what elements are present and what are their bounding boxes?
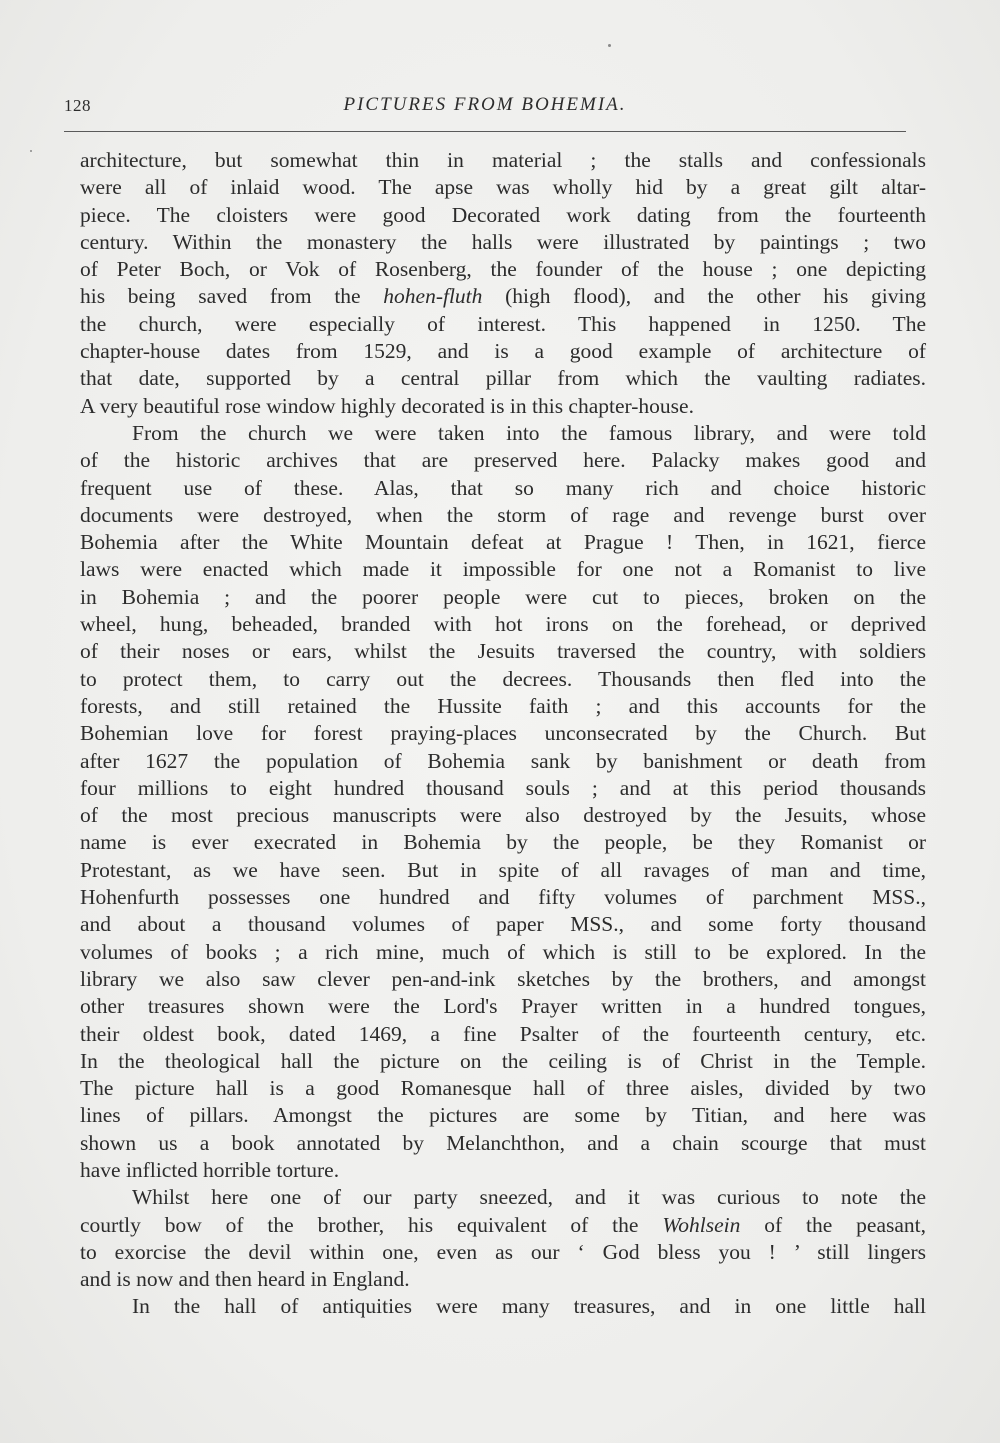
text-line: chapter-house dates from 1529, and is a good example of architecture of (80, 339, 926, 364)
text-line: the church, were especially of interest. This happened in 1250. The (80, 311, 926, 336)
text-line: documents were destroyed, when the storm of rage and revenge burst over (80, 502, 926, 527)
text-line: their oldest book, dated 1469, a fine Psalter of the fourteenth century, etc. (80, 1021, 926, 1046)
text-line: that date, supported by a central pillar from which the vaulting radiates. (80, 366, 926, 391)
text-line: were all of inlaid wood. The apse was wholly hid by a great gilt altar- (80, 175, 926, 200)
header-rule (64, 131, 906, 132)
text-line: of the most precious manuscripts were also destroyed by the Jesuits, whose (80, 803, 926, 828)
text-line: wheel, hung, beheaded, branded with hot irons on the forehead, or deprived (80, 612, 926, 637)
text-line: Bohemian love for forest praying-places unconsecrated by the Church. But (80, 721, 926, 746)
text-line: and about a thousand volumes of paper MSS., and some forty thousand (80, 912, 926, 937)
text-line (80, 283, 926, 310)
page-number: 128 (64, 96, 91, 115)
text-line: shown us a book annotated by Melanchthon, and a chain scourge that must (80, 1130, 926, 1155)
text-line: architecture, but somewhat thin in material ; the stalls and confessionals (80, 148, 926, 172)
text-span: his being saved from the (80, 284, 384, 309)
text-line: four millions to eight hundred thousand souls ; and at this period thousands (80, 775, 926, 800)
text-line: In the hall of antiquities were many treasures, and in one little hall (132, 1294, 926, 1319)
text-line: The picture hall is a good Romanesque hall of three aisles, divided by two (80, 1076, 926, 1101)
paper-speck (30, 150, 32, 152)
text-line: A very beautiful rose window highly decorated is in this chapter-house. (80, 393, 694, 418)
text-line: other treasures shown were the Lord's Prayer written in a hundred tongues, (80, 994, 926, 1019)
text-line: Protestant, as we have seen. But in spite of all ravages of man and time, (80, 857, 926, 882)
text-line: In the theological hall the picture on the ceiling is of Christ in the Temple. (80, 1048, 926, 1073)
text-line: have inflicted horrible torture. (80, 1157, 340, 1182)
text-line: of their noses or ears, whilst the Jesuits traversed the country, with soldiers (80, 639, 926, 664)
page-header (64, 92, 906, 122)
text-line: to exorcise the devil within one, even as our ‘ God bless you ! ’ still lingers (80, 1239, 926, 1264)
text-line: in Bohemia ; and the poorer people were cut to pieces, broken on the (80, 584, 926, 609)
text-line: lines of pillars. Amongst the pictures are some by Titian, and here was (80, 1103, 926, 1128)
text-line (80, 1212, 926, 1239)
italic-term: Wohlsein (662, 1212, 741, 1237)
text-line: of the historic archives that are preserved here. Palacky makes good and (80, 448, 926, 473)
text-line: From the church we were taken into the famous library, and were told (132, 420, 926, 445)
text-line: library we also saw clever pen-and-ink sketches by the brothers, and amongst (80, 966, 926, 991)
text-line: forests, and still retained the Hussite faith ; and this accounts for the (80, 693, 926, 718)
text-line: laws were enacted which made it impossible for one not a Romanist to live (80, 557, 926, 582)
italic-term: hohen-fluth (383, 284, 483, 309)
text-span: (high flood), and the other his giving (482, 284, 926, 309)
body-text (80, 147, 926, 1321)
text-line: Bohemia after the White Mountain defeat at Prague ! Then, in 1621, fierce (80, 530, 926, 555)
text-line: after 1627 the population of Bohemia sank by banishment or death from (80, 748, 926, 773)
paper-speck (608, 44, 611, 47)
text-span: courtly bow of the brother, his equivalent of the (80, 1212, 663, 1237)
running-head: PICTURES FROM BOHEMIA. (343, 94, 627, 115)
text-span: of the peasant, (740, 1212, 926, 1237)
text-line: piece. The cloisters were good Decorated work dating from the fourteenth (80, 202, 926, 227)
text-line: Hohenfurth possesses one hundred and fifty volumes of parchment MSS., (80, 885, 926, 910)
text-line: and is now and then heard in England. (80, 1267, 410, 1292)
text-line: volumes of books ; a rich mine, much of which is still to be explored. In the (80, 939, 926, 964)
text-line: Whilst here one of our party sneezed, and it was curious to note the (132, 1185, 926, 1210)
text-line: frequent use of these. Alas, that so many rich and choice historic (80, 475, 926, 500)
text-line: to protect them, to carry out the decrees. Thousands then fled into the (80, 666, 926, 691)
text-line: of Peter Boch, or Vok of Rosenberg, the founder of the house ; one depicting (80, 257, 926, 282)
text-line: century. Within the monastery the halls were illustrated by paintings ; two (80, 229, 926, 254)
text-line: name is ever execrated in Bohemia by the people, be they Romanist or (80, 830, 926, 855)
